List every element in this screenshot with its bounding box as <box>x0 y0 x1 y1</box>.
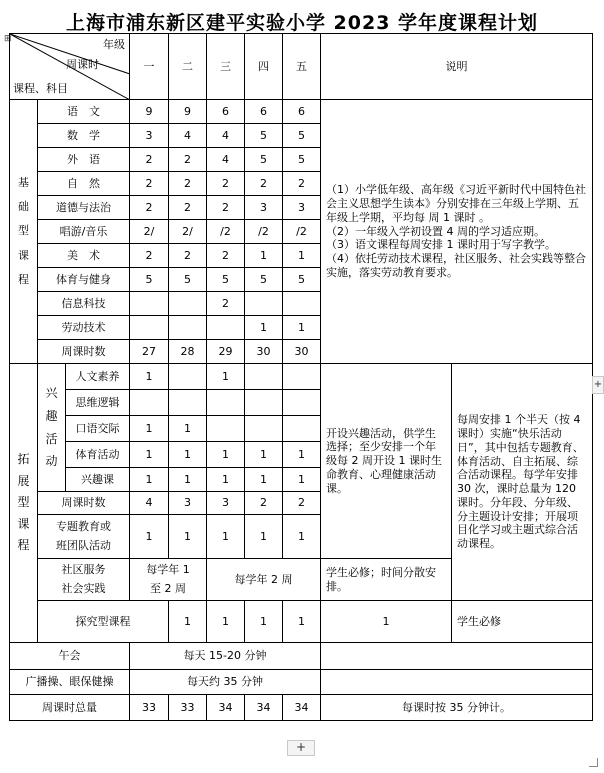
basic-value: 2 <box>130 172 169 196</box>
header-weekly-hours-label: 周课时 <box>66 58 99 71</box>
basic-total-value: 28 <box>169 340 207 364</box>
special-education-text: 专题教育或班团队活动 <box>56 519 111 552</box>
basic-value: 2 <box>207 172 245 196</box>
interest-value <box>207 416 245 442</box>
basic-value: 2 <box>283 172 321 196</box>
interest-value: 1 <box>169 416 207 442</box>
basic-value: 3 <box>283 196 321 220</box>
broadcast-empty <box>321 670 593 695</box>
happy-day-note-text: 每周安排 1 个半天（按 4 课时）实施“快乐活动日”，其中包括专题教育、体育活动、自主拓展、综合活动课程。每学年安排 30 次，课时总量为 120 课时。分年段、分年级、分主题设计安排；开展项目化学习或主题式综合活动课程。 <box>457 413 584 550</box>
community-g12-text: 每学年 1 至 2 周 <box>146 562 190 595</box>
basic-value: 2/ <box>169 220 207 244</box>
interest-value: 1 <box>207 468 245 492</box>
table-move-icon[interactable]: ⊞ <box>4 34 12 44</box>
interest-value <box>169 390 207 416</box>
extended-total-value: 4 <box>130 492 169 515</box>
notes-header: 说明 <box>321 34 593 100</box>
extended-category-label: 拓展型课程 <box>17 452 30 553</box>
inquiry-value: 1 <box>321 601 452 643</box>
basic-subject: 劳动技术 <box>38 316 130 340</box>
basic-value <box>207 316 245 340</box>
community-service-text: 社区服务社会实践 <box>61 562 106 595</box>
extended-category <box>10 364 38 643</box>
interest-value <box>283 364 321 390</box>
basic-value: 4 <box>207 148 245 172</box>
basic-value: 2 <box>207 196 245 220</box>
basic-value: /2 <box>245 220 283 244</box>
basic-value: 2 <box>130 244 169 268</box>
community-g345: 每学年 2 周 <box>207 559 321 601</box>
basic-value: 5 <box>245 148 283 172</box>
basic-notes <box>321 100 593 364</box>
interest-value <box>283 390 321 416</box>
basic-value: 2 <box>207 292 245 316</box>
interest-value: 1 <box>130 416 169 442</box>
basic-value: 2 <box>169 244 207 268</box>
extended-total-value: 2 <box>245 492 283 515</box>
basic-value <box>130 292 169 316</box>
community-note: 学生必修；时间分散安排。 <box>321 559 452 601</box>
basic-value: 5 <box>207 268 245 292</box>
interest-value <box>283 416 321 442</box>
broadcast-value: 每天约 35 分钟 <box>130 670 321 695</box>
basic-total-value: 30 <box>245 340 283 364</box>
interest-note-text: 开设兴趣活动，供学生选择；至少安排一个年级每 2 周开设 1 课时生命教育、心理健康活动课。 <box>326 426 442 495</box>
header-grade-label: 年级 <box>103 38 126 51</box>
inquiry-value: 1 <box>169 601 207 643</box>
inquiry-value: 1 <box>245 601 283 643</box>
add-row-button[interactable]: + <box>287 740 315 756</box>
interest-value <box>130 390 169 416</box>
basic-value: 2 <box>169 148 207 172</box>
inquiry-value: 1 <box>207 601 245 643</box>
lunch-label: 午会 <box>10 643 130 670</box>
grade-3-header: 三 <box>207 34 245 100</box>
basic-value: 1 <box>283 316 321 340</box>
basic-value: 9 <box>169 100 207 124</box>
grade-4-header: 四 <box>245 34 283 100</box>
basic-subject: 外 语 <box>38 148 130 172</box>
interest-subject: 口语交际 <box>66 416 130 442</box>
basic-value: 2 <box>245 172 283 196</box>
interest-subject: 兴趣课 <box>66 468 130 492</box>
basic-value <box>245 292 283 316</box>
basic-category-label: 基础型课程 <box>18 176 29 286</box>
total-value: 33 <box>169 695 207 721</box>
basic-value: 3 <box>245 196 283 220</box>
add-column-button[interactable]: + <box>592 376 604 394</box>
community-service-label <box>38 559 130 601</box>
page-title: 上海市浦东新区建平实验小学 2023 学年度课程计划 <box>65 12 539 34</box>
basic-value: 6 <box>283 100 321 124</box>
grade-1-header: 一 <box>130 34 169 100</box>
inquiry-value: 1 <box>283 601 321 643</box>
basic-value: 2 <box>207 244 245 268</box>
basic-value: 4 <box>169 124 207 148</box>
basic-subject: 唱游/音乐 <box>38 220 130 244</box>
basic-value: 6 <box>245 100 283 124</box>
interest-group <box>38 364 66 492</box>
basic-total-value: 29 <box>207 340 245 364</box>
interest-value: 1 <box>283 442 321 468</box>
interest-group-label: 兴趣活动 <box>45 385 58 469</box>
community-g12 <box>130 559 207 601</box>
interest-subject: 体育活动 <box>66 442 130 468</box>
extended-total-value: 2 <box>283 492 321 515</box>
basic-value: 5 <box>245 268 283 292</box>
basic-category <box>10 100 38 364</box>
basic-value: 2 <box>169 172 207 196</box>
basic-value: 6 <box>207 100 245 124</box>
basic-value: 5 <box>283 148 321 172</box>
basic-value: 2 <box>130 196 169 220</box>
basic-subject: 美 术 <box>38 244 130 268</box>
interest-value <box>169 364 207 390</box>
basic-value: 5 <box>283 124 321 148</box>
basic-value: 2 <box>130 148 169 172</box>
lunch-value: 每天 15-20 分钟 <box>130 643 321 670</box>
interest-value <box>245 416 283 442</box>
interest-value <box>245 390 283 416</box>
basic-value <box>130 316 169 340</box>
interest-value: 1 <box>245 442 283 468</box>
special-value: 1 <box>169 515 207 559</box>
basic-subject: 体育与健身 <box>38 268 130 292</box>
basic-value: 5 <box>245 124 283 148</box>
basic-note-text: （1）小学低年级、高年级《习近平新时代中国特色社会主义思想学生读本》分别安排在三年级上学期、五年级上学期，平均每 周 1 课时 。 （2）一年级入学初设置 4 周的学习适应期。 （3）语文课程每周安排 1 课时用于写字教学。 （4）依托劳动技术课程，社区服务、社会实践等整合实施，落实劳动教育要求。 <box>326 183 587 279</box>
basic-value <box>283 292 321 316</box>
total-value: 34 <box>283 695 321 721</box>
total-label: 周课时总量 <box>10 695 130 721</box>
special-value: 1 <box>283 515 321 559</box>
interest-subject: 人文素养 <box>66 364 130 390</box>
header-course-label: 课程、科目 <box>13 82 68 96</box>
basic-value: 1 <box>283 244 321 268</box>
interest-value: 1 <box>283 468 321 492</box>
basic-subject: 语 文 <box>38 100 130 124</box>
total-value: 33 <box>130 695 169 721</box>
basic-value: 4 <box>207 124 245 148</box>
interest-value: 1 <box>207 364 245 390</box>
inquiry-note: 学生必修 <box>452 601 593 643</box>
total-value: 34 <box>245 695 283 721</box>
course-plan-table <box>9 33 593 721</box>
basic-value: 1 <box>245 316 283 340</box>
interest-notes <box>321 364 452 559</box>
interest-subject: 思维逻辑 <box>66 390 130 416</box>
basic-value <box>169 292 207 316</box>
grade-5-header: 五 <box>283 34 321 100</box>
basic-total-value: 27 <box>130 340 169 364</box>
basic-value: 2/ <box>130 220 169 244</box>
basic-value: 2 <box>169 196 207 220</box>
interest-value: 1 <box>207 442 245 468</box>
inquiry-label: 探究型课程 <box>38 601 169 643</box>
basic-value: 1 <box>245 244 283 268</box>
interest-value: 1 <box>245 468 283 492</box>
interest-value: 1 <box>169 442 207 468</box>
basic-value <box>169 316 207 340</box>
extended-total-value: 3 <box>207 492 245 515</box>
header-diagonal-cell <box>10 34 130 100</box>
broadcast-label: 广播操、眼保健操 <box>10 670 130 695</box>
basic-value: 5 <box>169 268 207 292</box>
interest-value <box>245 364 283 390</box>
special-education-label <box>38 515 130 559</box>
special-value: 1 <box>130 515 169 559</box>
basic-value: /2 <box>207 220 245 244</box>
table-resize-handle-icon[interactable] <box>589 758 598 767</box>
basic-subject: 数 学 <box>38 124 130 148</box>
basic-value: 9 <box>130 100 169 124</box>
basic-total-value: 30 <box>283 340 321 364</box>
extended-total-value: 3 <box>169 492 207 515</box>
lunch-empty <box>321 643 593 670</box>
total-value: 34 <box>207 695 245 721</box>
basic-subject: 自 然 <box>38 172 130 196</box>
extended-weekly-total-label: 周课时数 <box>38 492 130 515</box>
happy-day-notes <box>452 364 593 601</box>
special-value: 1 <box>207 515 245 559</box>
basic-value: 5 <box>283 268 321 292</box>
interest-value: 1 <box>130 468 169 492</box>
basic-value: 3 <box>130 124 169 148</box>
basic-subject: 信息科技 <box>38 292 130 316</box>
interest-value <box>207 390 245 416</box>
interest-value: 1 <box>130 364 169 390</box>
basic-subject: 道德与法治 <box>38 196 130 220</box>
special-value: 1 <box>245 515 283 559</box>
basic-value: 5 <box>130 268 169 292</box>
basic-weekly-total-label: 周课时数 <box>38 340 130 364</box>
interest-value: 1 <box>169 468 207 492</box>
interest-value: 1 <box>130 442 169 468</box>
basic-value: /2 <box>283 220 321 244</box>
total-note: 每课时按 35 分钟计。 <box>321 695 593 721</box>
grade-2-header: 二 <box>169 34 207 100</box>
